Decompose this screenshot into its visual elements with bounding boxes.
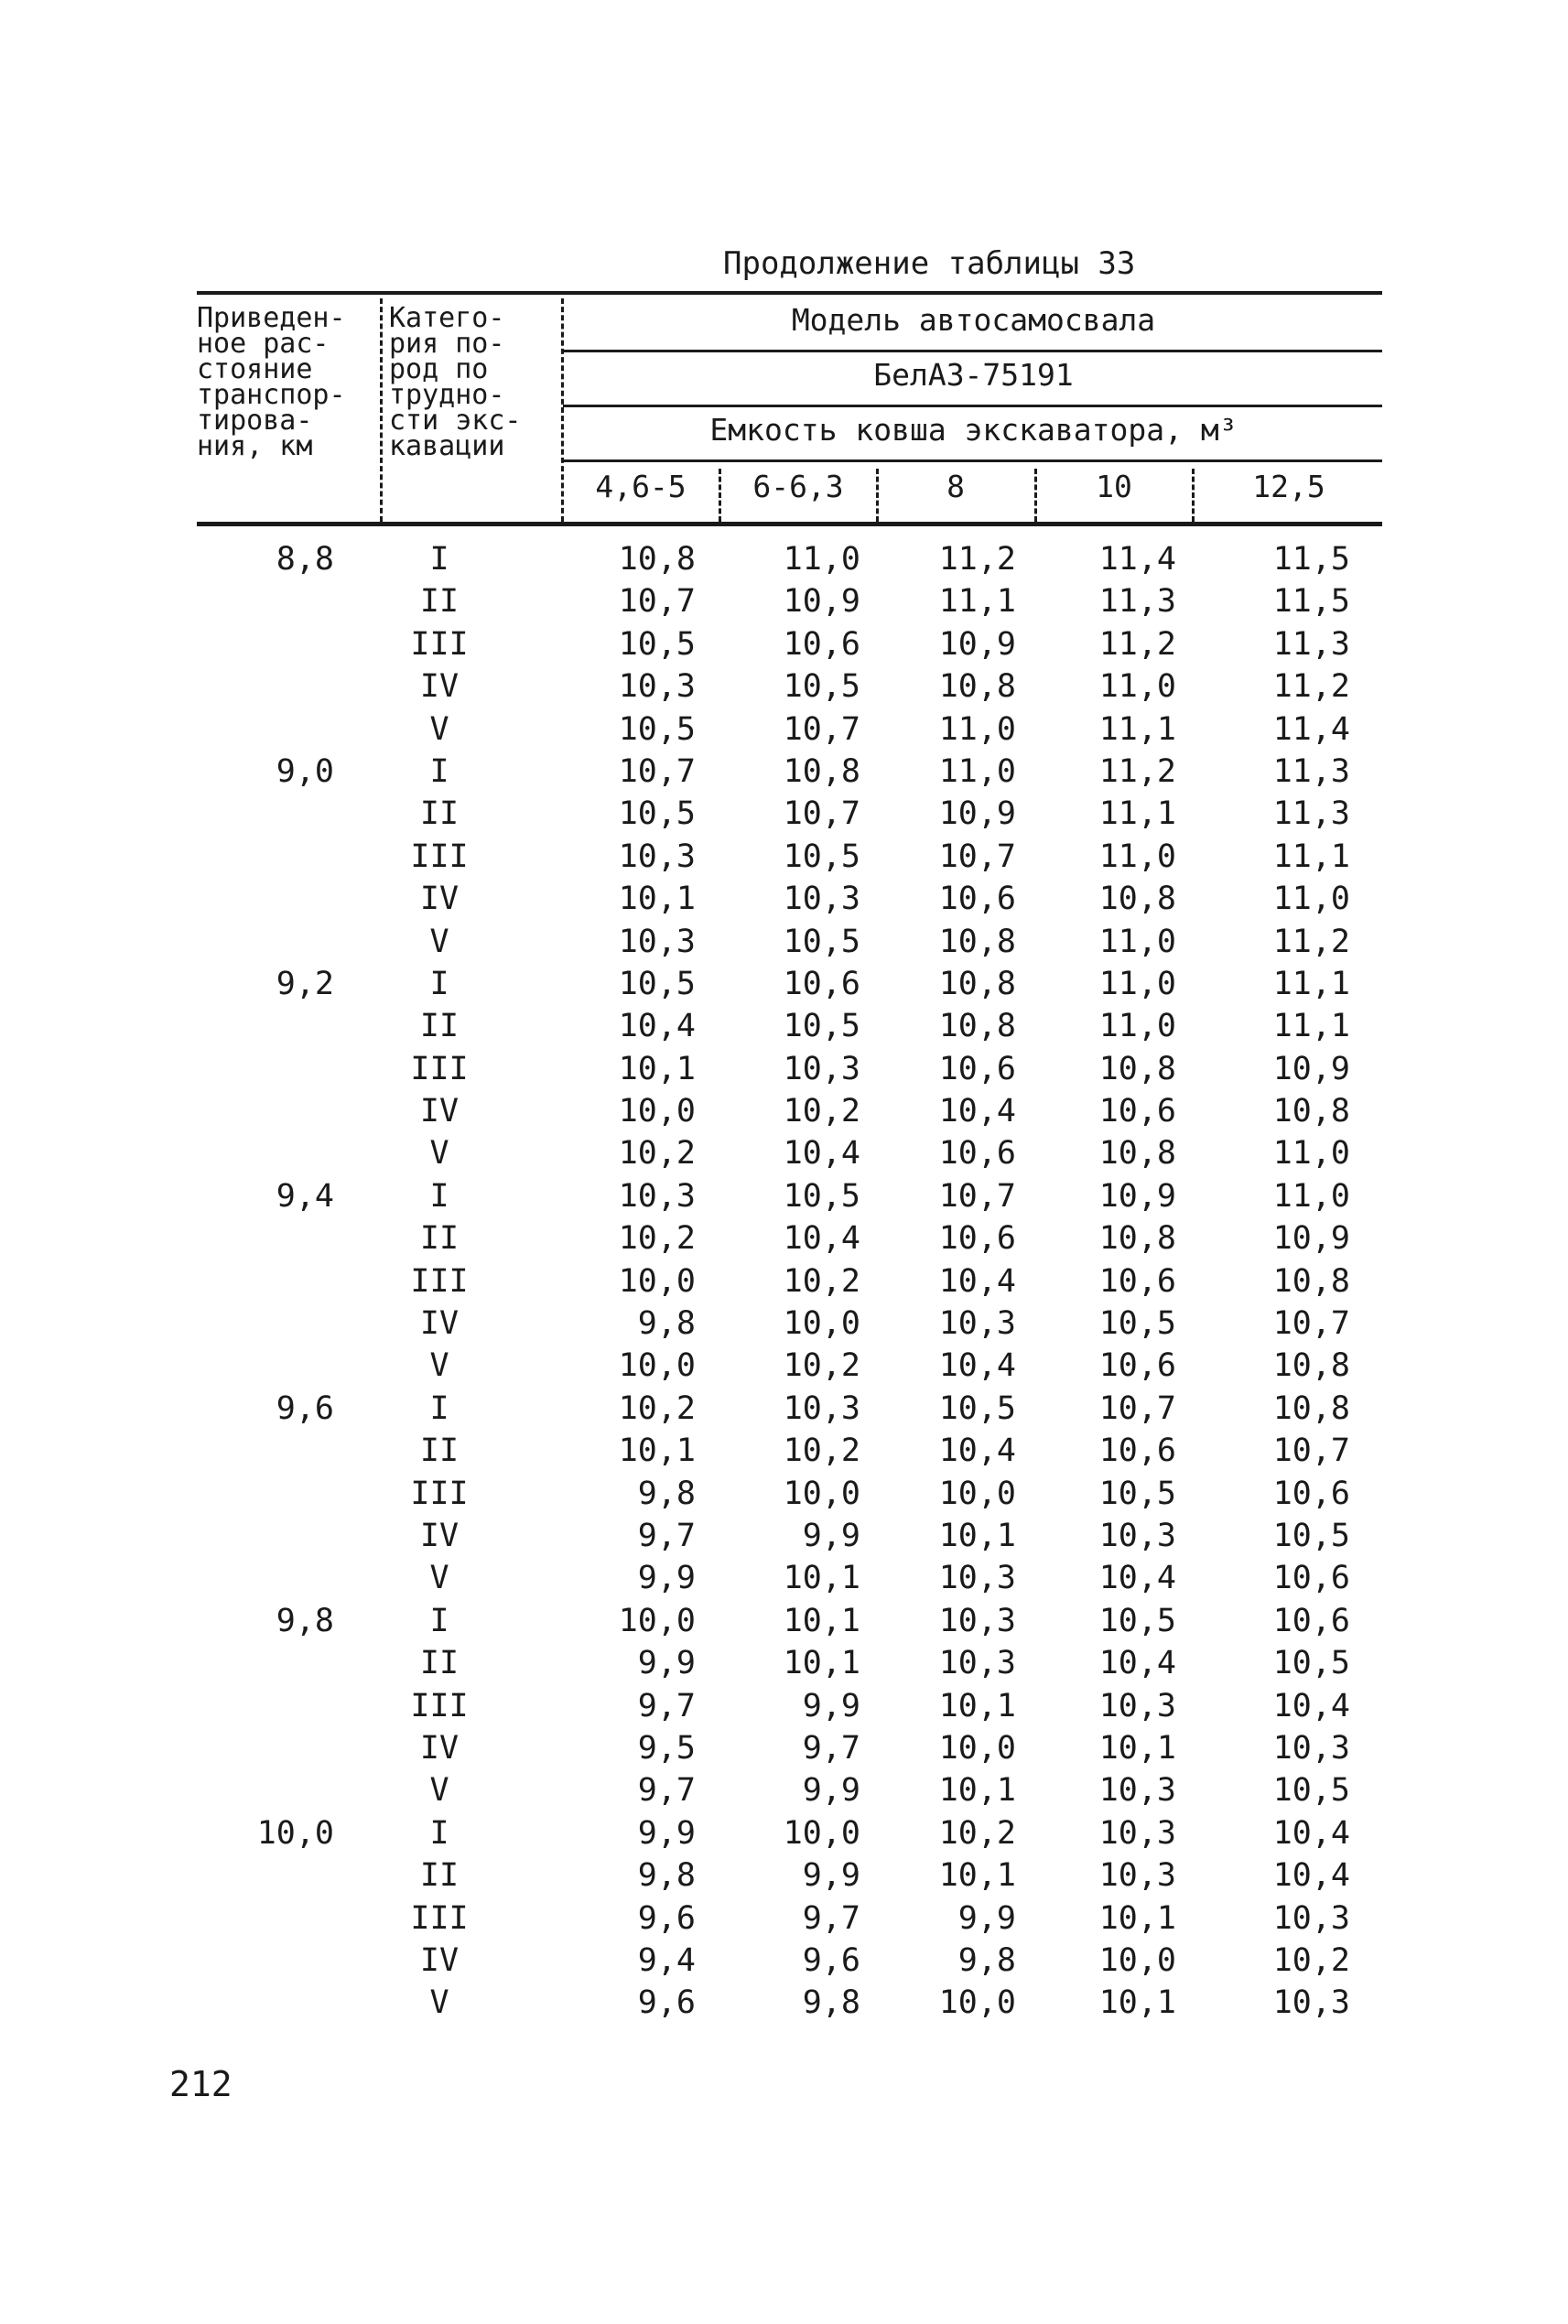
row-value: 9,9 <box>637 1560 696 1597</box>
row-value: 10,8 <box>618 541 696 578</box>
table-caption: Продолжение таблицы 33 <box>723 245 1136 282</box>
table-row <box>197 1940 1382 1982</box>
divider-category-values <box>561 298 564 522</box>
row-value: 10,4 <box>1098 1560 1176 1597</box>
row-value: 11,2 <box>938 541 1016 578</box>
row-category: III <box>410 1262 469 1300</box>
row-distance: 9,0 <box>276 752 334 790</box>
row-value: 10,5 <box>783 1177 860 1215</box>
row-category: V <box>429 1984 449 2022</box>
row-value: 11,1 <box>1272 1008 1350 1045</box>
table-row <box>197 1812 1382 1854</box>
header-capacity-1: 6-6,3 <box>752 469 844 504</box>
row-value: 11,0 <box>1272 1177 1350 1215</box>
row-value: 10,6 <box>1098 1093 1176 1130</box>
row-distance: 9,8 <box>276 1602 334 1639</box>
row-value: 10,5 <box>1272 1645 1350 1682</box>
row-value: 10,8 <box>938 1008 1016 1045</box>
table-row <box>197 1642 1382 1684</box>
table-header <box>197 291 1382 527</box>
row-value: 10,1 <box>938 1772 1016 1810</box>
table-row <box>197 1048 1382 1090</box>
model-rule <box>563 350 1382 352</box>
row-value: 10,1 <box>938 1857 1016 1895</box>
table-row <box>197 1345 1382 1387</box>
row-value: 10,6 <box>1098 1262 1176 1300</box>
row-value: 10,3 <box>1272 1729 1350 1767</box>
row-value: 10,4 <box>618 1008 696 1045</box>
row-value: 11,3 <box>1272 795 1350 833</box>
row-value: 10,5 <box>783 1008 860 1045</box>
table-row <box>197 1005 1382 1047</box>
row-value: 10,2 <box>618 1220 696 1258</box>
row-value: 10,2 <box>783 1347 860 1385</box>
table-row <box>197 963 1382 1005</box>
row-value: 10,9 <box>1272 1050 1350 1087</box>
row-category: II <box>419 1857 460 1895</box>
row-value: 10,4 <box>783 1135 860 1173</box>
row-value: 10,8 <box>1098 1135 1176 1173</box>
table-row <box>197 1303 1382 1345</box>
row-category: II <box>419 1220 460 1258</box>
row-value: 10,1 <box>618 1432 696 1470</box>
table-row <box>197 708 1382 751</box>
page-number: 212 <box>169 2064 232 2104</box>
row-category: V <box>429 710 449 748</box>
row-value: 10,9 <box>1098 1177 1176 1215</box>
row-value: 10,1 <box>938 1687 1016 1724</box>
row-value: 9,9 <box>802 1857 860 1895</box>
row-value: 10,3 <box>783 881 860 918</box>
row-value: 10,6 <box>1272 1475 1350 1512</box>
row-value: 10,3 <box>938 1305 1016 1343</box>
table-row <box>197 878 1382 920</box>
row-value: 9,8 <box>637 1305 696 1343</box>
row-value: 9,9 <box>637 1645 696 1682</box>
row-value: 9,9 <box>802 1687 860 1724</box>
row-value: 10,0 <box>938 1729 1016 1767</box>
row-value: 11,0 <box>1098 923 1176 960</box>
row-value: 11,1 <box>1098 710 1176 748</box>
row-value: 10,7 <box>618 583 696 621</box>
table-row <box>197 1260 1382 1303</box>
row-value: 10,3 <box>1098 1687 1176 1724</box>
row-value: 10,7 <box>1098 1389 1176 1427</box>
table-row <box>197 836 1382 878</box>
row-value: 11,5 <box>1272 583 1350 621</box>
row-value: 10,7 <box>1272 1305 1350 1343</box>
table-row <box>197 1557 1382 1599</box>
row-value: 10,0 <box>618 1262 696 1300</box>
row-value: 10,6 <box>1272 1560 1350 1597</box>
divider-cap-2 <box>876 469 879 522</box>
row-value: 10,6 <box>783 965 860 1002</box>
header-capacity-2: 8 <box>946 469 965 504</box>
row-value: 10,1 <box>618 881 696 918</box>
table-row <box>197 1897 1382 1940</box>
row-value: 10,7 <box>938 838 1016 875</box>
row-value: 10,5 <box>783 923 860 960</box>
row-category: II <box>419 583 460 621</box>
row-value: 10,3 <box>1098 1814 1176 1852</box>
row-value: 9,9 <box>802 1772 860 1810</box>
table-row <box>197 793 1382 835</box>
row-value: 11,3 <box>1098 583 1176 621</box>
row-value: 9,6 <box>802 1941 860 1979</box>
row-value: 10,3 <box>618 668 696 706</box>
row-value: 10,0 <box>938 1984 1016 2022</box>
row-value: 11,0 <box>1098 838 1176 875</box>
row-value: 9,9 <box>957 1899 1016 1937</box>
row-value: 10,3 <box>1098 1857 1176 1895</box>
row-distance: 9,2 <box>276 965 334 1002</box>
header-category-label: Катего- рия по- род по трудно- сти экс- кавации <box>389 302 522 462</box>
row-value: 9,6 <box>637 1984 696 2022</box>
row-value: 10,4 <box>1272 1687 1350 1724</box>
row-value: 10,3 <box>1272 1984 1350 2022</box>
row-value: 10,2 <box>783 1093 860 1130</box>
row-value: 10,4 <box>1098 1645 1176 1682</box>
row-value: 9,9 <box>802 1517 860 1554</box>
row-category: V <box>429 1560 449 1597</box>
row-value: 10,9 <box>938 795 1016 833</box>
row-category: I <box>429 1389 449 1427</box>
row-value: 11,0 <box>1098 668 1176 706</box>
row-value: 10,8 <box>1272 1093 1350 1130</box>
table-row <box>197 1175 1382 1217</box>
row-value: 10,8 <box>1098 1050 1176 1087</box>
row-value: 10,0 <box>618 1093 696 1130</box>
row-value: 10,1 <box>1098 1729 1176 1767</box>
row-value: 11,0 <box>938 710 1016 748</box>
row-value: 10,0 <box>618 1347 696 1385</box>
row-value: 9,7 <box>637 1687 696 1724</box>
row-value: 10,5 <box>938 1389 1016 1427</box>
row-category: II <box>419 795 460 833</box>
row-value: 10,2 <box>783 1262 860 1300</box>
row-value: 10,2 <box>618 1389 696 1427</box>
row-value: 10,1 <box>618 1050 696 1087</box>
row-value: 10,5 <box>783 668 860 706</box>
row-value: 10,3 <box>783 1389 860 1427</box>
row-value: 10,3 <box>1098 1772 1176 1810</box>
table-body <box>197 538 1382 2025</box>
row-value: 10,4 <box>938 1347 1016 1385</box>
row-value: 10,4 <box>1272 1814 1350 1852</box>
row-category: I <box>429 541 449 578</box>
divider-cap-3 <box>1034 469 1037 522</box>
row-distance: 9,4 <box>276 1177 334 1215</box>
row-category: I <box>429 752 449 790</box>
row-value: 10,5 <box>1098 1602 1176 1639</box>
row-value: 11,3 <box>1272 625 1350 663</box>
row-value: 10,4 <box>938 1432 1016 1470</box>
row-value: 10,2 <box>783 1432 860 1470</box>
row-value: 11,0 <box>783 541 860 578</box>
row-value: 11,5 <box>1272 541 1350 578</box>
row-value: 10,0 <box>783 1305 860 1343</box>
row-category: IV <box>419 1305 460 1343</box>
row-value: 10,0 <box>1098 1941 1176 1979</box>
row-value: 10,6 <box>938 881 1016 918</box>
table-row <box>197 1600 1382 1642</box>
row-value: 10,4 <box>1272 1857 1350 1895</box>
capacity-rule <box>563 459 1382 462</box>
row-value: 10,1 <box>938 1517 1016 1554</box>
row-value: 10,6 <box>783 625 860 663</box>
row-value: 10,3 <box>618 923 696 960</box>
row-value: 10,5 <box>783 838 860 875</box>
row-value: 10,5 <box>618 965 696 1002</box>
row-value: 10,7 <box>618 752 696 790</box>
row-category: III <box>410 625 469 663</box>
table-row <box>197 1854 1382 1897</box>
table-row <box>197 1090 1382 1132</box>
header-capacity-4: 12,5 <box>1252 469 1325 504</box>
table-row <box>197 1685 1382 1727</box>
row-value: 11,4 <box>1098 541 1176 578</box>
row-distance: 10,0 <box>256 1814 334 1852</box>
table-row <box>197 1430 1382 1472</box>
table-row <box>197 538 1382 580</box>
table-row <box>197 921 1382 963</box>
table-row <box>197 1473 1382 1515</box>
row-value: 9,7 <box>637 1772 696 1810</box>
row-value: 10,8 <box>1272 1262 1350 1300</box>
row-value: 10,8 <box>1098 1220 1176 1258</box>
row-value: 10,7 <box>1272 1432 1350 1470</box>
row-value: 9,8 <box>637 1857 696 1895</box>
table-row <box>197 1727 1382 1769</box>
row-value: 10,6 <box>938 1220 1016 1258</box>
header-model-title: Модель автосамосвала <box>791 302 1156 338</box>
row-value: 10,0 <box>938 1475 1016 1512</box>
row-category: IV <box>419 1093 460 1130</box>
row-value: 11,2 <box>1272 923 1350 960</box>
row-value: 10,9 <box>938 625 1016 663</box>
row-category: III <box>410 838 469 875</box>
row-value: 10,0 <box>618 1602 696 1639</box>
row-value: 10,3 <box>938 1560 1016 1597</box>
row-value: 11,4 <box>1272 710 1350 748</box>
header-bottom-rule <box>197 522 1382 526</box>
row-value: 10,9 <box>783 583 860 621</box>
row-value: 11,2 <box>1098 752 1176 790</box>
row-value: 10,3 <box>938 1602 1016 1639</box>
row-category: II <box>419 1645 460 1682</box>
row-value: 11,1 <box>1098 795 1176 833</box>
row-value: 10,8 <box>1272 1389 1350 1427</box>
row-value: 11,0 <box>938 752 1016 790</box>
row-value: 10,1 <box>783 1560 860 1597</box>
row-value: 10,8 <box>938 668 1016 706</box>
table-row <box>197 1132 1382 1174</box>
row-value: 10,1 <box>783 1602 860 1639</box>
row-category: II <box>419 1008 460 1045</box>
table-row <box>197 1217 1382 1259</box>
row-value: 11,2 <box>1098 625 1176 663</box>
row-value: 10,2 <box>938 1814 1016 1852</box>
row-category: II <box>419 1432 460 1470</box>
row-value: 10,5 <box>1272 1517 1350 1554</box>
row-value: 10,0 <box>783 1814 860 1852</box>
row-category: I <box>429 1602 449 1639</box>
row-category: IV <box>419 1729 460 1767</box>
header-capacity-0: 4,6-5 <box>595 469 687 504</box>
row-value: 10,5 <box>1098 1475 1176 1512</box>
row-value: 10,8 <box>938 923 1016 960</box>
row-category: III <box>410 1687 469 1724</box>
row-value: 10,3 <box>1272 1899 1350 1937</box>
header-model-name: БелАЗ-75191 <box>873 357 1074 393</box>
row-category: V <box>429 1772 449 1810</box>
row-category: V <box>429 923 449 960</box>
row-value: 9,5 <box>637 1729 696 1767</box>
row-category: IV <box>419 1941 460 1979</box>
row-category: I <box>429 965 449 1002</box>
row-value: 10,7 <box>938 1177 1016 1215</box>
row-value: 9,4 <box>637 1941 696 1979</box>
table-row <box>197 580 1382 622</box>
truck-rule <box>563 405 1382 407</box>
row-value: 10,4 <box>938 1093 1016 1130</box>
row-value: 10,2 <box>618 1135 696 1173</box>
row-value: 9,7 <box>802 1899 860 1937</box>
row-category: I <box>429 1814 449 1852</box>
row-value: 11,0 <box>1098 1008 1176 1045</box>
row-value: 10,5 <box>618 795 696 833</box>
row-value: 10,3 <box>938 1645 1016 1682</box>
row-value: 9,8 <box>637 1475 696 1512</box>
row-value: 10,1 <box>1098 1984 1176 2022</box>
table-row <box>197 1982 1382 2024</box>
row-value: 10,3 <box>1098 1517 1176 1554</box>
row-value: 10,1 <box>783 1645 860 1682</box>
row-value: 11,1 <box>1272 965 1350 1002</box>
row-value: 10,8 <box>783 752 860 790</box>
row-value: 10,6 <box>938 1050 1016 1087</box>
row-value: 10,9 <box>1272 1220 1350 1258</box>
header-capacity-title: Емкость ковша экскаватора, м³ <box>709 412 1238 448</box>
row-value: 11,1 <box>1272 838 1350 875</box>
table-row <box>197 1388 1382 1430</box>
table-row <box>197 751 1382 793</box>
row-value: 10,6 <box>1272 1602 1350 1639</box>
row-value: 10,4 <box>938 1262 1016 1300</box>
row-value: 10,3 <box>618 1177 696 1215</box>
row-category: III <box>410 1475 469 1512</box>
row-value: 9,8 <box>802 1984 860 2022</box>
row-value: 10,0 <box>783 1475 860 1512</box>
row-value: 10,3 <box>783 1050 860 1087</box>
header-distance-label: Приведен- ное рас- стояние транспор- тирова- ния, км <box>197 302 346 462</box>
row-category: III <box>410 1899 469 1937</box>
row-value: 9,6 <box>637 1899 696 1937</box>
table-row <box>197 665 1382 708</box>
header-top-rule <box>197 291 1382 295</box>
table-row <box>197 1515 1382 1557</box>
row-value: 10,5 <box>618 625 696 663</box>
row-category: IV <box>419 881 460 918</box>
header-capacity-3: 10 <box>1096 469 1132 504</box>
row-category: III <box>410 1050 469 1087</box>
row-value: 10,5 <box>1098 1305 1176 1343</box>
row-value: 10,6 <box>938 1135 1016 1173</box>
row-value: 10,1 <box>1098 1899 1176 1937</box>
row-value: 11,1 <box>938 583 1016 621</box>
row-value: 10,5 <box>618 710 696 748</box>
row-value: 10,8 <box>938 965 1016 1002</box>
row-distance: 8,8 <box>276 541 334 578</box>
row-category: V <box>429 1347 449 1385</box>
row-value: 11,3 <box>1272 752 1350 790</box>
row-value: 10,7 <box>783 710 860 748</box>
row-value: 9,7 <box>637 1517 696 1554</box>
row-value: 10,5 <box>1272 1772 1350 1810</box>
row-category: IV <box>419 668 460 706</box>
row-distance: 9,6 <box>276 1389 334 1427</box>
row-value: 9,7 <box>802 1729 860 1767</box>
row-value: 10,4 <box>783 1220 860 1258</box>
row-value: 11,2 <box>1272 668 1350 706</box>
row-value: 9,8 <box>957 1941 1016 1979</box>
row-value: 10,2 <box>1272 1941 1350 1979</box>
row-category: I <box>429 1177 449 1215</box>
divider-cap-1 <box>719 469 721 522</box>
divider-distance-category <box>380 298 383 522</box>
row-value: 10,6 <box>1098 1432 1176 1470</box>
row-value: 10,6 <box>1098 1347 1176 1385</box>
table-row <box>197 1769 1382 1811</box>
row-value: 11,0 <box>1098 965 1176 1002</box>
row-value: 10,8 <box>1272 1347 1350 1385</box>
row-value: 9,9 <box>637 1814 696 1852</box>
row-value: 10,8 <box>1098 881 1176 918</box>
row-value: 11,0 <box>1272 881 1350 918</box>
row-value: 11,0 <box>1272 1135 1350 1173</box>
row-value: 10,7 <box>783 795 860 833</box>
row-category: V <box>429 1135 449 1173</box>
divider-cap-4 <box>1192 469 1195 522</box>
table-row <box>197 623 1382 665</box>
row-category: IV <box>419 1517 460 1554</box>
row-value: 10,3 <box>618 838 696 875</box>
